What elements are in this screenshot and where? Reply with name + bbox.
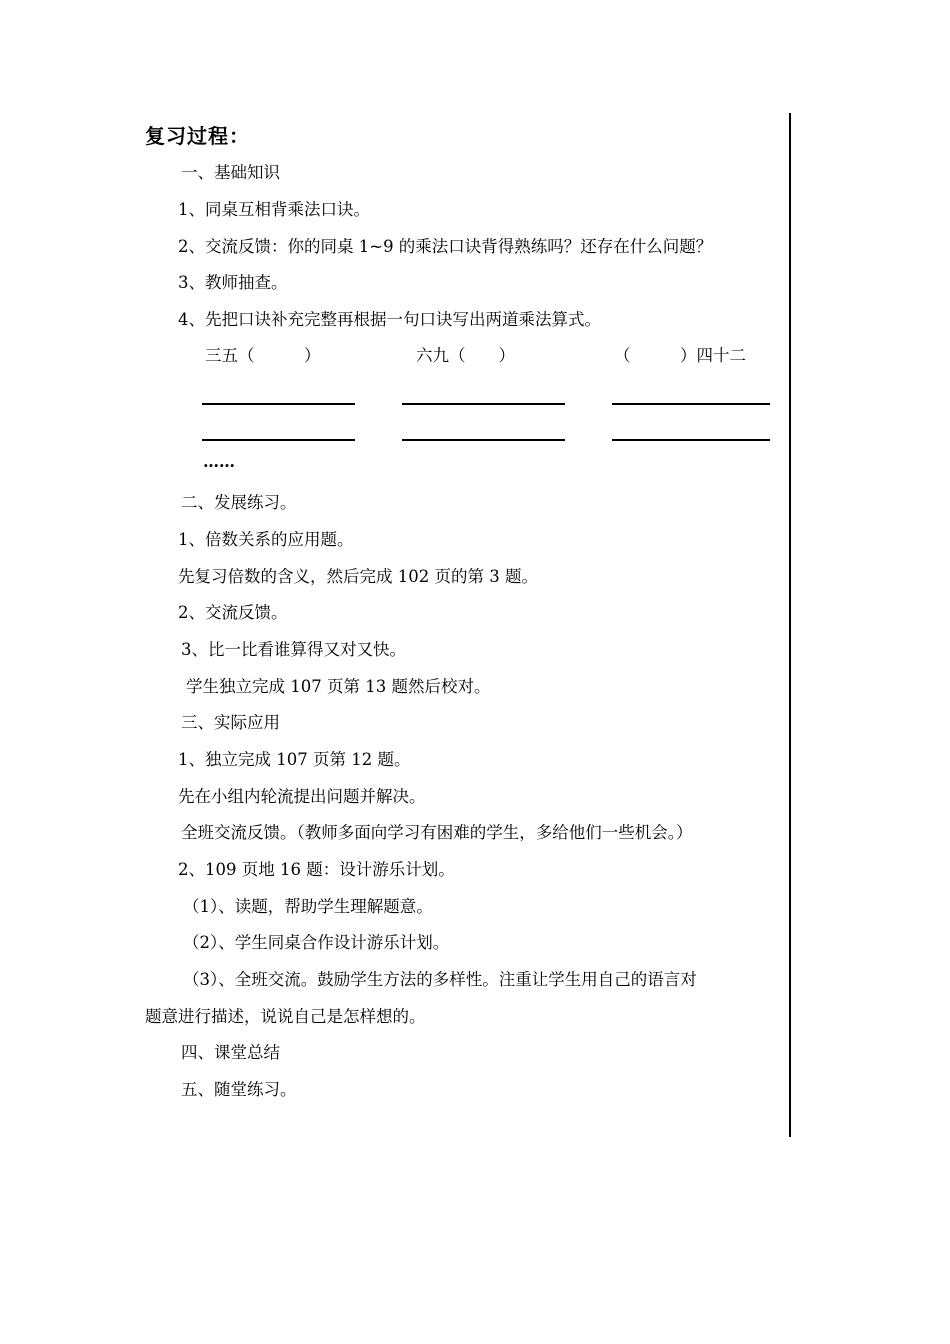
section1-heading: 一、基础知识 (181, 163, 280, 182)
section5-heading: 五、随堂练习。 (181, 1080, 297, 1099)
section3-sub-3-line-2: 题意进行描述，说说自己是怎样想的。 (145, 1007, 426, 1026)
right-margin-rule (789, 113, 791, 1137)
section3-heading: 三、实际应用 (181, 713, 280, 732)
fill-in-blank-3: （ ）四十二 (614, 346, 746, 365)
section2-heading: 二、发展练习。 (181, 493, 297, 512)
answer-line-1b (202, 439, 355, 441)
section1-item-4: 4、先把口诀补充完整再根据一句口诀写出两道乘法算式。 (178, 310, 601, 329)
ellipsis: …… (203, 452, 235, 471)
section2-item-1-detail: 先复习倍数的含义，然后完成 102 页的第 3 题。 (178, 567, 538, 586)
section3-item-1-detail-2: 全班交流反馈。（教师多面向学习有困难的学生，多给他们一些机会。） (181, 823, 693, 842)
section4-heading: 四、课堂总结 (181, 1043, 280, 1062)
section3-item-2: 2、109 页地 16 题：设计游乐计划。 (178, 860, 455, 879)
section3-item-1-detail-1: 先在小组内轮流提出问题并解决。 (178, 787, 426, 806)
section3-sub-3-line-1: （3）、全班交流。鼓励学生方法的多样性。注重让学生用自己的语言对 (183, 970, 697, 989)
section2-item-2: 2、交流反馈。 (178, 603, 288, 622)
section3-sub-2: （2）、学生同桌合作设计游乐计划。 (183, 933, 450, 952)
page-title: 复习过程： (145, 124, 250, 148)
fill-in-blank-2: 六九（ ） (416, 346, 515, 365)
answer-line-3b (612, 439, 770, 441)
section1-item-2: 2、交流反馈：你的同桌 1~9 的乘法口诀背得熟练吗？还存在什么问题？ (178, 237, 713, 256)
section2-item-1: 1、倍数关系的应用题。 (178, 530, 354, 549)
section1-item-3: 3、教师抽查。 (178, 273, 288, 292)
answer-line-2b (402, 439, 565, 441)
section2-item-3: 3、比一比看谁算得又对又快。 (181, 640, 406, 659)
section3-item-1: 1、独立完成 107 页第 12 题。 (178, 750, 411, 769)
fill-in-blank-1: 三五（ ） (205, 346, 321, 365)
section2-item-3-detail: 学生独立完成 107 页第 13 题然后校对。 (186, 677, 491, 696)
section3-sub-1: （1）、读题，帮助学生理解题意。 (183, 897, 433, 916)
section1-item-1: 1、同桌互相背乘法口诀。 (178, 200, 370, 219)
answer-line-3a (612, 403, 770, 405)
answer-line-1a (202, 403, 355, 405)
answer-line-2a (402, 403, 565, 405)
